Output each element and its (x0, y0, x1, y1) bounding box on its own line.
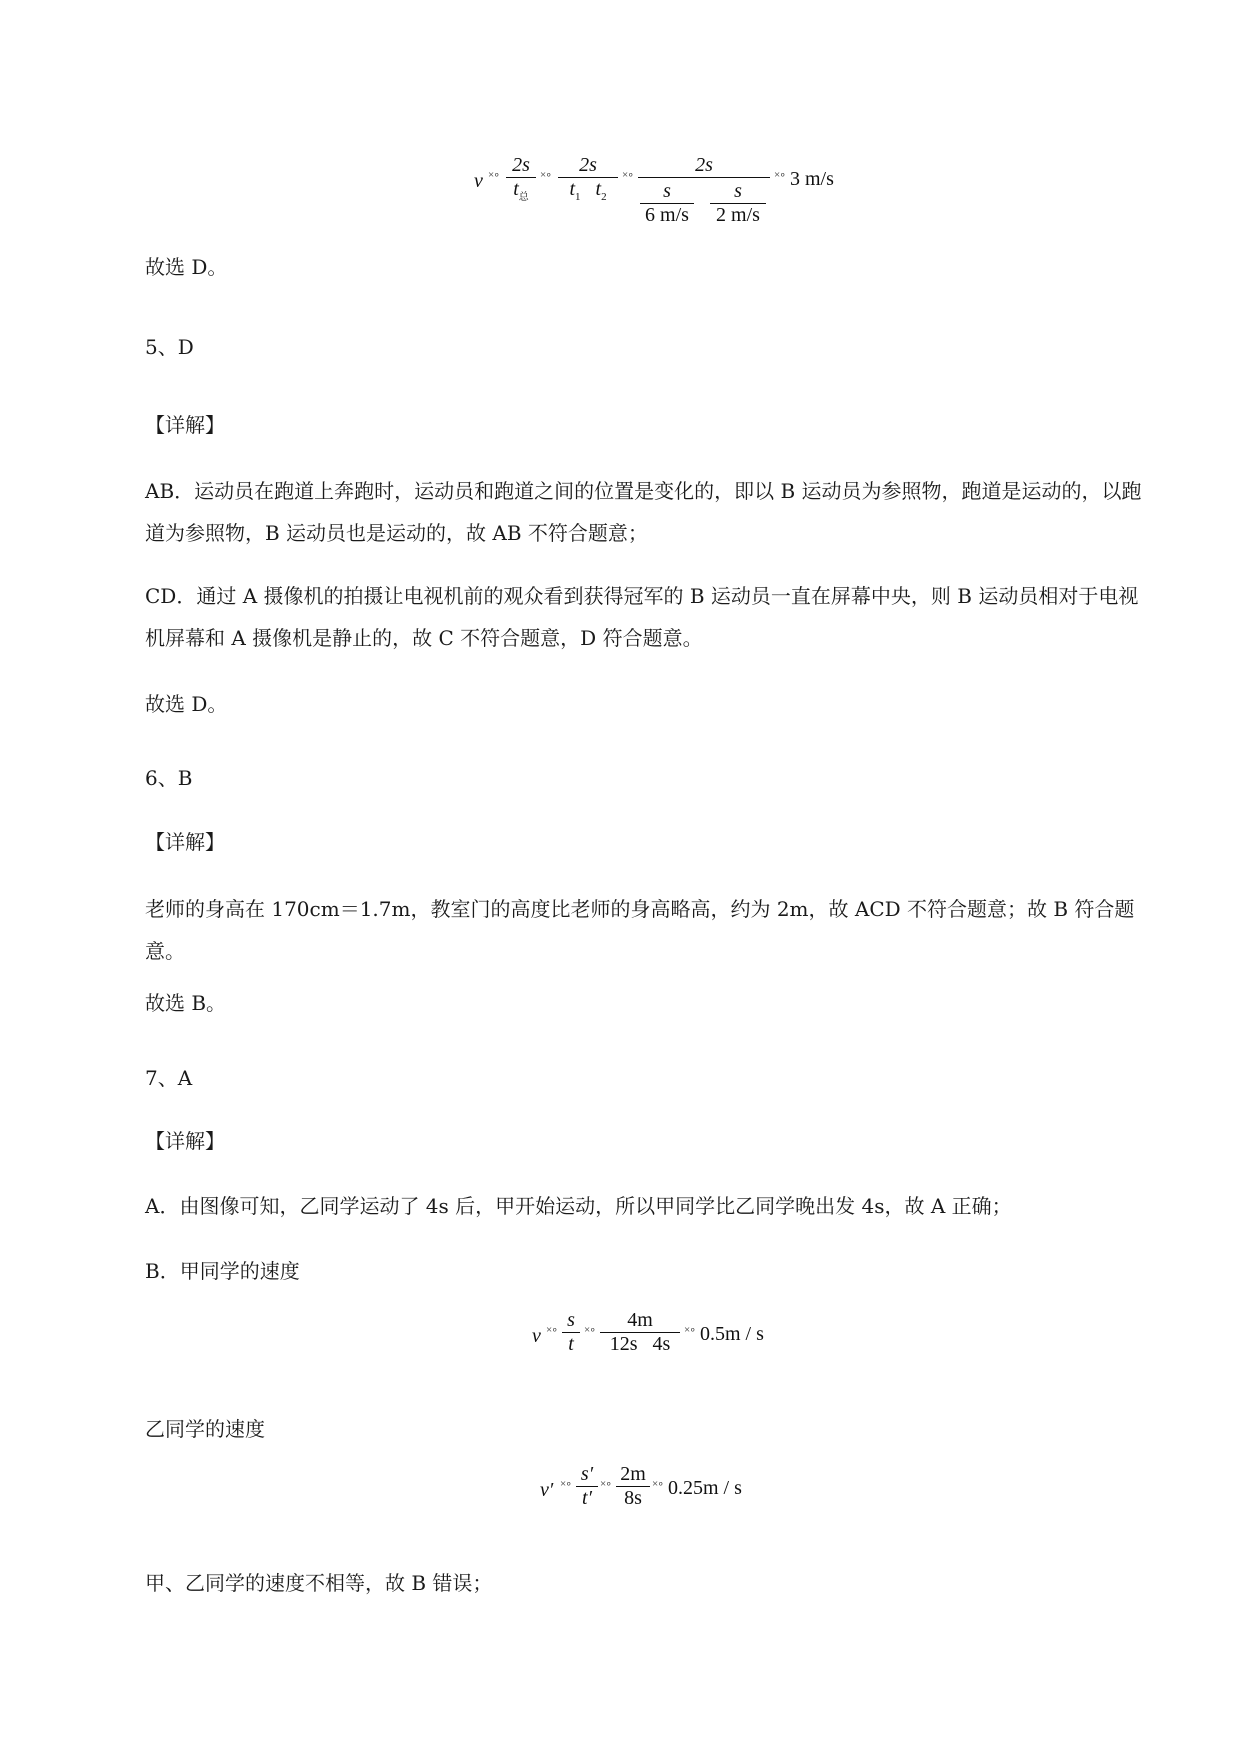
eq3-fraction-1 (576, 1463, 598, 1510)
eq1-f3-num: 2s (695, 154, 713, 176)
paragraph-choose-d-2: 故选 D。 (145, 692, 228, 716)
eq1-f2-den-a-sub: 1 (575, 191, 581, 203)
question-6-answer: 6、B (145, 766, 193, 790)
eq3-eq-symbol: ×∘ (560, 1478, 572, 1490)
eq1-f3-den-b-den: 2 m/s (716, 204, 760, 226)
paragraph-b-wrong: 甲、乙同学的速度不相等，故 B 错误； (145, 1571, 493, 1595)
eq2-fraction-2 (600, 1309, 680, 1356)
eq3-fraction-2 (616, 1463, 650, 1510)
equation-jia-speed (530, 1305, 770, 1375)
eq2-eq-symbol: ×∘ (684, 1324, 696, 1336)
eq1-f3-den-b-num: s (734, 180, 742, 202)
eq1-f1-den-sub: 总 (518, 192, 529, 203)
eq1-eq-symbol: ×∘ (774, 169, 786, 181)
eq1-fraction-1 (506, 154, 536, 203)
eq2-eq-symbol: ×∘ (584, 1324, 596, 1336)
paragraph-choose-b: 故选 B。 (145, 991, 227, 1015)
eq1-fraction-2 (558, 154, 618, 203)
eq1-f2-den-a: t (569, 178, 575, 200)
eq2-fraction-1 (562, 1309, 580, 1356)
eq2-v: v (532, 1325, 541, 1347)
eq1-f3-den-a-den: 6 m/s (645, 204, 689, 226)
eq1-f3-den-a-num: s (663, 180, 671, 202)
eq3-f2-num: 2m (620, 1463, 646, 1485)
eq1-eq-symbol: ×∘ (488, 169, 500, 181)
eq1-f1-num: 2s (512, 154, 530, 176)
paragraph-b-jia-speed: B．甲同学的速度 (145, 1259, 300, 1283)
equation-average-speed (470, 150, 834, 240)
eq1-v: v (474, 170, 483, 192)
paragraph-cd-explanation: CD．通过 A 摄像机的拍摄让电视机前的观众看到获得冠军的 B 运动员一直在屏幕中央，则 B 运动员相对于电视机屏幕和 A 摄像机是静止的，故 C 不符合题意，D 符合题意。 (145, 584, 1139, 650)
detail-heading-6: 【详解】 (145, 830, 225, 854)
eq2-f2-den: 12s 4s (609, 1333, 671, 1355)
paragraph-a-explanation: A．由图像可知，乙同学运动了 4s 后，甲开始运动，所以甲同学比乙同学晚出发 4s，故 A 正确； (145, 1194, 1012, 1218)
eq3-eq-symbol: ×∘ (600, 1478, 612, 1490)
eq3-f1-den: t′ (582, 1487, 592, 1509)
paragraph-choose-d-1: 故选 D。 (145, 255, 228, 279)
eq2-eq-symbol: ×∘ (546, 1324, 558, 1336)
eq3-v: v′ (540, 1479, 554, 1501)
eq1-f2-num: 2s (579, 154, 597, 176)
eq2-result: 0.5m / s (700, 1323, 764, 1345)
eq3-eq-symbol: ×∘ (652, 1478, 664, 1490)
eq2-f2-num: 4m (627, 1309, 653, 1331)
eq1-eq-symbol: ×∘ (622, 169, 634, 181)
eq1-fraction-3 (638, 154, 770, 232)
detail-heading-5: 【详解】 (145, 413, 225, 437)
eq2-f1-num: s (567, 1309, 575, 1331)
paragraph-ab-explanation: AB．运动员在跑道上奔跑时，运动员和跑道之间的位置是变化的，即以 B 运动员为参照物，跑道是运动的，以跑道为参照物，B 运动员也是运动的，故 AB 不符合题意； (145, 479, 1142, 545)
eq1-f2-den-b-sub: 2 (601, 191, 607, 203)
eq1-eq-symbol: ×∘ (540, 169, 552, 181)
eq1-f1-den: t (513, 178, 519, 200)
eq2-f1-den: t (568, 1333, 574, 1355)
eq3-f2-den: 8s (624, 1487, 642, 1509)
detail-heading-7: 【详解】 (145, 1129, 225, 1153)
paragraph-yi-speed: 乙同学的速度 (145, 1417, 265, 1441)
paragraph-height-explanation: 老师的身高在 170cm＝1.7m，教室门的高度比老师的身高略高，约为 2m，故 ACD 不符合题意；故 B 符合题意。 (145, 897, 1135, 963)
question-5-answer: 5、D (145, 335, 194, 359)
equation-yi-speed (538, 1459, 778, 1529)
eq1-result: 3 m/s (790, 168, 834, 190)
question-7-answer: 7、A (145, 1066, 193, 1090)
eq3-f1-num: s′ (580, 1463, 594, 1485)
eq1-f2-den-b: t (595, 178, 602, 200)
eq3-result: 0.25m / s (668, 1477, 742, 1499)
